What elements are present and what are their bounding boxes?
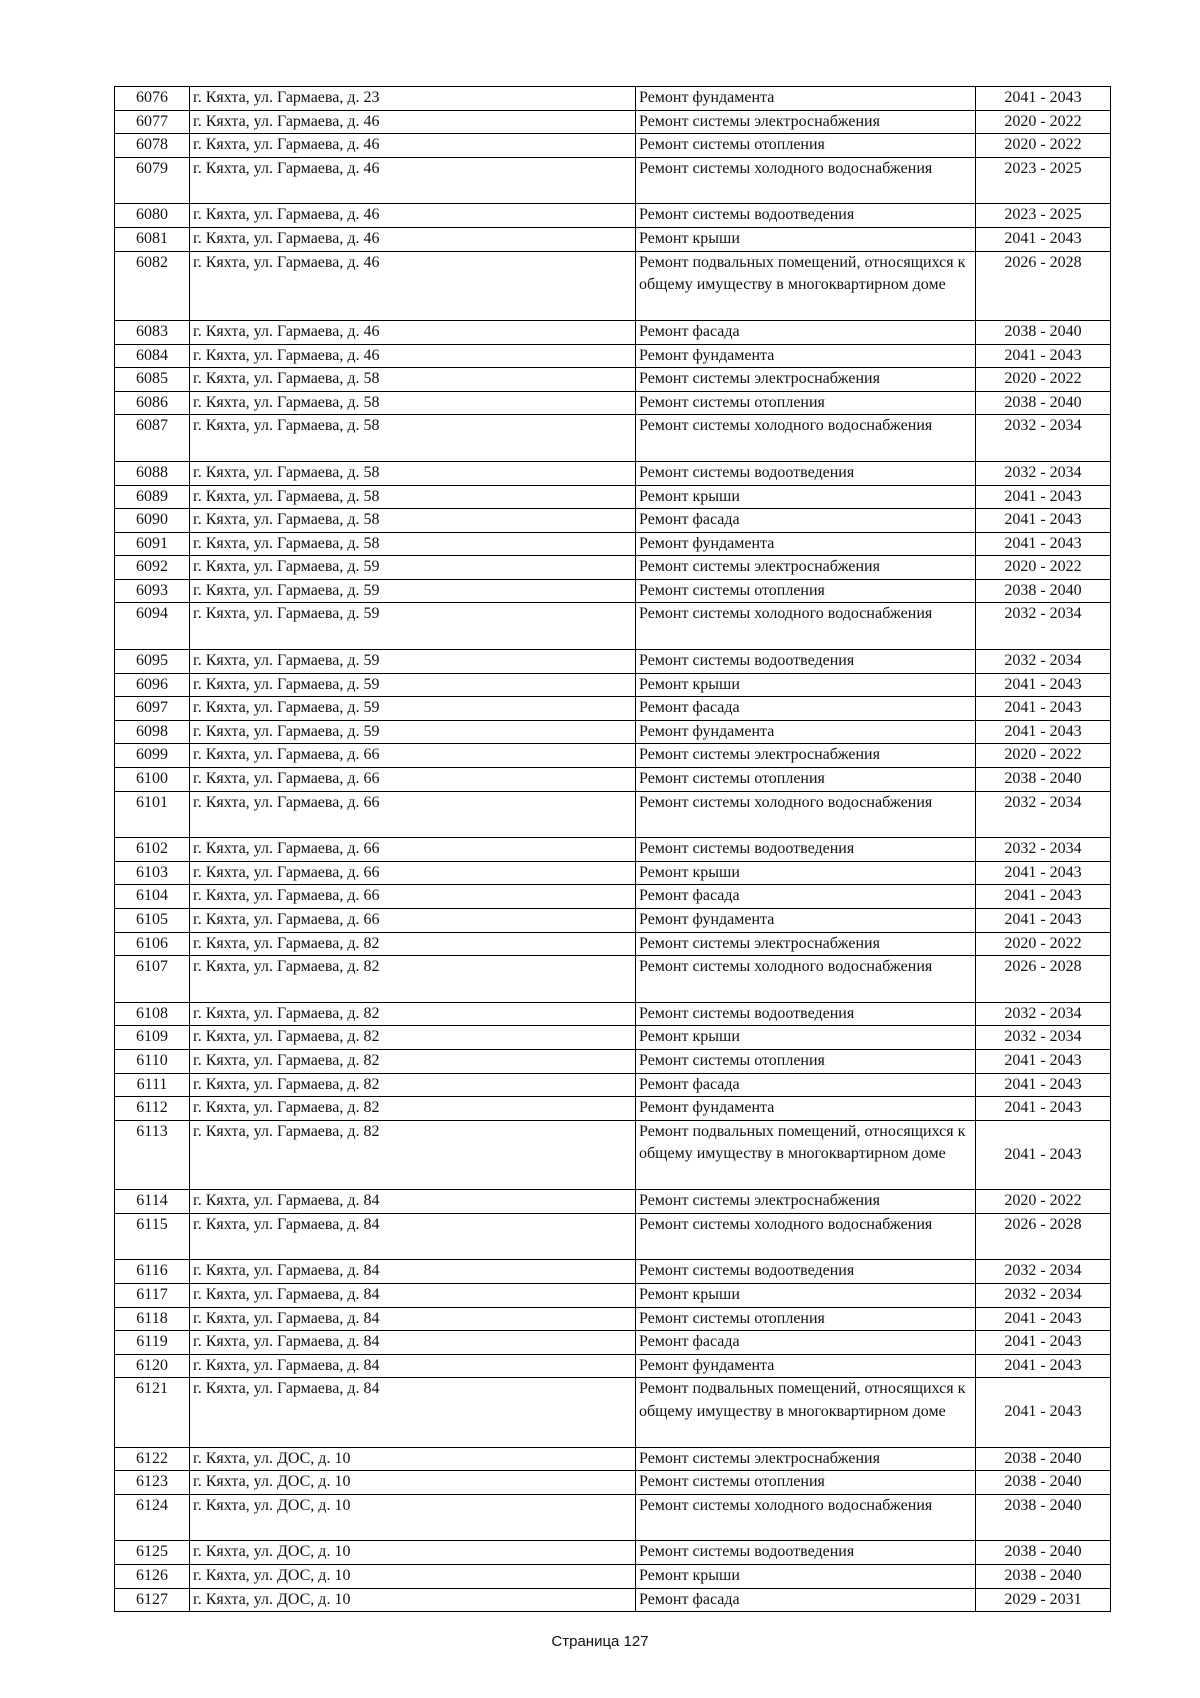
period-cell: 2029 - 2031 — [976, 1588, 1111, 1612]
work-type-cell: Ремонт системы электроснабжения — [636, 744, 976, 768]
table-row — [115, 1120, 1111, 1189]
address-cell: г. Кяхта, ул. Гармаева, д. 82 — [190, 956, 636, 1003]
table-row — [115, 87, 1111, 111]
period-cell: 2041 - 2043 — [976, 909, 1111, 933]
address-cell: г. Кяхта, ул. ДОС, д. 10 — [190, 1588, 636, 1612]
address-cell: г. Кяхта, ул. Гармаева, д. 46 — [190, 227, 636, 251]
period-cell: 2041 - 2043 — [976, 532, 1111, 556]
table-row — [115, 1541, 1111, 1565]
row-number-cell: 6097 — [115, 697, 190, 721]
period-cell: 2026 - 2028 — [976, 251, 1111, 320]
table-row — [115, 532, 1111, 556]
period-cell: 2041 - 2043 — [976, 1354, 1111, 1378]
table-row — [115, 391, 1111, 415]
address-cell: г. Кяхта, ул. Гармаева, д. 59 — [190, 650, 636, 674]
row-number-cell: 6093 — [115, 579, 190, 603]
table-row — [115, 1026, 1111, 1050]
period-cell: 2020 - 2022 — [976, 110, 1111, 134]
work-type-cell: Ремонт системы водоотведения — [636, 204, 976, 228]
row-number-cell: 6079 — [115, 157, 190, 204]
row-number-cell: 6094 — [115, 603, 190, 650]
period-cell: 2038 - 2040 — [976, 768, 1111, 792]
table-row — [115, 1354, 1111, 1378]
period-cell: 2038 - 2040 — [976, 1447, 1111, 1471]
period-cell: 2032 - 2034 — [976, 415, 1111, 462]
work-type-cell: Ремонт системы электроснабжения — [636, 1447, 976, 1471]
table-row — [115, 697, 1111, 721]
address-cell: г. Кяхта, ул. Гармаева, д. 82 — [190, 1049, 636, 1073]
row-number-cell: 6101 — [115, 791, 190, 838]
table-row — [115, 485, 1111, 509]
row-number-cell: 6104 — [115, 885, 190, 909]
address-cell: г. Кяхта, ул. Гармаева, д. 84 — [190, 1331, 636, 1355]
work-type-cell: Ремонт системы отопления — [636, 391, 976, 415]
address-cell: г. Кяхта, ул. Гармаева, д. 84 — [190, 1307, 636, 1331]
address-cell: г. Кяхта, ул. Гармаева, д. 82 — [190, 1002, 636, 1026]
table-row — [115, 368, 1111, 392]
period-cell: 2041 - 2043 — [976, 509, 1111, 533]
period-cell: 2032 - 2034 — [976, 1283, 1111, 1307]
row-number-cell: 6088 — [115, 461, 190, 485]
table-row — [115, 320, 1111, 344]
work-type-cell: Ремонт фасада — [636, 885, 976, 909]
work-type-cell: Ремонт фундамента — [636, 1354, 976, 1378]
table-row — [115, 110, 1111, 134]
period-cell: 2041 - 2043 — [976, 673, 1111, 697]
table-row — [115, 909, 1111, 933]
table-body — [115, 87, 1111, 1612]
period-cell: 2038 - 2040 — [976, 1494, 1111, 1541]
period-cell: 2041 - 2043 — [976, 1307, 1111, 1331]
work-type-cell: Ремонт подвальных помещений, относящихся к общему имуществу в многоквартирном доме — [636, 1120, 976, 1189]
table-row — [115, 1494, 1111, 1541]
address-cell: г. Кяхта, ул. Гармаева, д. 58 — [190, 485, 636, 509]
address-cell: г. Кяхта, ул. Гармаева, д. 66 — [190, 768, 636, 792]
work-type-cell: Ремонт системы электроснабжения — [636, 368, 976, 392]
period-cell: 2026 - 2028 — [976, 956, 1111, 1003]
table-row — [115, 1260, 1111, 1284]
table-row — [115, 673, 1111, 697]
row-number-cell: 6089 — [115, 485, 190, 509]
address-cell: г. Кяхта, ул. Гармаева, д. 59 — [190, 579, 636, 603]
table-row — [115, 227, 1111, 251]
table-row — [115, 1378, 1111, 1447]
address-cell: г. Кяхта, ул. ДОС, д. 10 — [190, 1447, 636, 1471]
row-number-cell: 6118 — [115, 1307, 190, 1331]
row-number-cell: 6087 — [115, 415, 190, 462]
table-row — [115, 1307, 1111, 1331]
period-cell: 2032 - 2034 — [976, 461, 1111, 485]
row-number-cell: 6117 — [115, 1283, 190, 1307]
work-type-cell: Ремонт фасада — [636, 1588, 976, 1612]
work-type-cell: Ремонт фасада — [636, 697, 976, 721]
address-cell: г. Кяхта, ул. Гармаева, д. 46 — [190, 157, 636, 204]
address-cell: г. Кяхта, ул. Гармаева, д. 84 — [190, 1213, 636, 1260]
row-number-cell: 6125 — [115, 1541, 190, 1565]
work-type-cell: Ремонт системы отопления — [636, 1049, 976, 1073]
period-cell: 2032 - 2034 — [976, 838, 1111, 862]
table-row — [115, 134, 1111, 158]
address-cell: г. Кяхта, ул. Гармаева, д. 58 — [190, 368, 636, 392]
table-row — [115, 1471, 1111, 1495]
row-number-cell: 6100 — [115, 768, 190, 792]
row-number-cell: 6092 — [115, 556, 190, 580]
table-row — [115, 768, 1111, 792]
row-number-cell: 6108 — [115, 1002, 190, 1026]
address-cell: г. Кяхта, ул. Гармаева, д. 82 — [190, 1073, 636, 1097]
period-cell: 2041 - 2043 — [976, 1097, 1111, 1121]
address-cell: г. Кяхта, ул. Гармаева, д. 84 — [190, 1260, 636, 1284]
period-cell: 2038 - 2040 — [976, 1565, 1111, 1589]
period-cell: 2041 - 2043 — [976, 720, 1111, 744]
address-cell: г. Кяхта, ул. ДОС, д. 10 — [190, 1565, 636, 1589]
period-cell: 2041 - 2043 — [976, 227, 1111, 251]
period-cell: 2020 - 2022 — [976, 1190, 1111, 1214]
period-cell: 2032 - 2034 — [976, 1002, 1111, 1026]
period-cell: 2020 - 2022 — [976, 134, 1111, 158]
work-type-cell: Ремонт системы холодного водоснабжения — [636, 415, 976, 462]
work-type-cell: Ремонт системы водоотведения — [636, 1002, 976, 1026]
work-type-cell: Ремонт системы отопления — [636, 1307, 976, 1331]
work-type-cell: Ремонт системы электроснабжения — [636, 556, 976, 580]
address-cell: г. Кяхта, ул. Гармаева, д. 84 — [190, 1190, 636, 1214]
work-type-cell: Ремонт системы отопления — [636, 768, 976, 792]
table-row — [115, 461, 1111, 485]
address-cell: г. Кяхта, ул. Гармаева, д. 46 — [190, 344, 636, 368]
row-number-cell: 6122 — [115, 1447, 190, 1471]
work-type-cell: Ремонт фундамента — [636, 909, 976, 933]
address-cell: г. Кяхта, ул. Гармаева, д. 82 — [190, 1120, 636, 1189]
table-row — [115, 1331, 1111, 1355]
work-type-cell: Ремонт системы холодного водоснабжения — [636, 157, 976, 204]
address-cell: г. Кяхта, ул. Гармаева, д. 66 — [190, 838, 636, 862]
period-cell: 2020 - 2022 — [976, 744, 1111, 768]
work-type-cell: Ремонт крыши — [636, 861, 976, 885]
row-number-cell: 6116 — [115, 1260, 190, 1284]
row-number-cell: 6080 — [115, 204, 190, 228]
work-type-cell: Ремонт системы отопления — [636, 1471, 976, 1495]
row-number-cell: 6106 — [115, 932, 190, 956]
period-cell: 2023 - 2025 — [976, 204, 1111, 228]
address-cell: г. Кяхта, ул. ДОС, д. 10 — [190, 1494, 636, 1541]
table-row — [115, 885, 1111, 909]
period-cell: 2023 - 2025 — [976, 157, 1111, 204]
row-number-cell: 6107 — [115, 956, 190, 1003]
address-cell: г. Кяхта, ул. Гармаева, д. 46 — [190, 110, 636, 134]
table-row — [115, 744, 1111, 768]
row-number-cell: 6078 — [115, 134, 190, 158]
work-type-cell: Ремонт системы электроснабжения — [636, 110, 976, 134]
row-number-cell: 6126 — [115, 1565, 190, 1589]
work-type-cell: Ремонт подвальных помещений, относящихся к общему имуществу в многоквартирном доме — [636, 251, 976, 320]
row-number-cell: 6076 — [115, 87, 190, 111]
repair-schedule-table — [114, 86, 1111, 1612]
work-type-cell: Ремонт системы электроснабжения — [636, 932, 976, 956]
table-row — [115, 1565, 1111, 1589]
row-number-cell: 6102 — [115, 838, 190, 862]
table-row — [115, 1190, 1111, 1214]
table-row — [115, 956, 1111, 1003]
row-number-cell: 6115 — [115, 1213, 190, 1260]
address-cell: г. Кяхта, ул. Гармаева, д. 66 — [190, 861, 636, 885]
work-type-cell: Ремонт системы водоотведения — [636, 838, 976, 862]
address-cell: г. Кяхта, ул. Гармаева, д. 66 — [190, 885, 636, 909]
row-number-cell: 6091 — [115, 532, 190, 556]
row-number-cell: 6127 — [115, 1588, 190, 1612]
table-row — [115, 1447, 1111, 1471]
work-type-cell: Ремонт фасада — [636, 1073, 976, 1097]
row-number-cell: 6103 — [115, 861, 190, 885]
period-cell: 2020 - 2022 — [976, 932, 1111, 956]
work-type-cell: Ремонт фасада — [636, 509, 976, 533]
period-cell: 2032 - 2034 — [976, 1260, 1111, 1284]
period-cell: 2041 - 2043 — [976, 861, 1111, 885]
address-cell: г. Кяхта, ул. Гармаева, д. 58 — [190, 532, 636, 556]
period-cell: 2041 - 2043 — [976, 885, 1111, 909]
work-type-cell: Ремонт крыши — [636, 485, 976, 509]
address-cell: г. Кяхта, ул. Гармаева, д. 46 — [190, 251, 636, 320]
table-row — [115, 579, 1111, 603]
work-type-cell: Ремонт системы электроснабжения — [636, 1190, 976, 1214]
period-cell: 2041 - 2043 — [976, 87, 1111, 111]
period-cell: 2032 - 2034 — [976, 1026, 1111, 1050]
period-cell: 2038 - 2040 — [976, 579, 1111, 603]
work-type-cell: Ремонт системы водоотведения — [636, 1260, 976, 1284]
address-cell: г. Кяхта, ул. Гармаева, д. 59 — [190, 720, 636, 744]
table-row — [115, 1213, 1111, 1260]
period-cell: 2041 - 2043 — [976, 1378, 1111, 1447]
period-cell: 2026 - 2028 — [976, 1213, 1111, 1260]
address-cell: г. Кяхта, ул. Гармаева, д. 23 — [190, 87, 636, 111]
work-type-cell: Ремонт системы холодного водоснабжения — [636, 603, 976, 650]
row-number-cell: 6085 — [115, 368, 190, 392]
address-cell: г. Кяхта, ул. Гармаева, д. 46 — [190, 204, 636, 228]
row-number-cell: 6124 — [115, 1494, 190, 1541]
table-row — [115, 556, 1111, 580]
work-type-cell: Ремонт системы холодного водоснабжения — [636, 791, 976, 838]
row-number-cell: 6077 — [115, 110, 190, 134]
row-number-cell: 6109 — [115, 1026, 190, 1050]
table-row — [115, 204, 1111, 228]
table-row — [115, 932, 1111, 956]
work-type-cell: Ремонт фундамента — [636, 87, 976, 111]
work-type-cell: Ремонт системы холодного водоснабжения — [636, 1213, 976, 1260]
table-row — [115, 1588, 1111, 1612]
row-number-cell: 6081 — [115, 227, 190, 251]
row-number-cell: 6099 — [115, 744, 190, 768]
address-cell: г. Кяхта, ул. Гармаева, д. 59 — [190, 697, 636, 721]
table-row — [115, 1002, 1111, 1026]
work-type-cell: Ремонт фундамента — [636, 344, 976, 368]
table-row — [115, 861, 1111, 885]
address-cell: г. Кяхта, ул. Гармаева, д. 66 — [190, 909, 636, 933]
row-number-cell: 6090 — [115, 509, 190, 533]
table-row — [115, 1283, 1111, 1307]
row-number-cell: 6082 — [115, 251, 190, 320]
address-cell: г. Кяхта, ул. Гармаева, д. 58 — [190, 461, 636, 485]
work-type-cell: Ремонт крыши — [636, 1565, 976, 1589]
address-cell: г. Кяхта, ул. Гармаева, д. 58 — [190, 391, 636, 415]
address-cell: г. Кяхта, ул. Гармаева, д. 66 — [190, 744, 636, 768]
work-type-cell: Ремонт системы водоотведения — [636, 1541, 976, 1565]
table-row — [115, 791, 1111, 838]
period-cell: 2020 - 2022 — [976, 556, 1111, 580]
address-cell: г. Кяхта, ул. Гармаева, д. 59 — [190, 603, 636, 650]
period-cell: 2041 - 2043 — [976, 344, 1111, 368]
address-cell: г. Кяхта, ул. Гармаева, д. 82 — [190, 1097, 636, 1121]
table-row — [115, 650, 1111, 674]
row-number-cell: 6120 — [115, 1354, 190, 1378]
work-type-cell: Ремонт фундамента — [636, 720, 976, 744]
address-cell: г. Кяхта, ул. Гармаева, д. 84 — [190, 1354, 636, 1378]
table-row — [115, 720, 1111, 744]
work-type-cell: Ремонт фасада — [636, 1331, 976, 1355]
work-type-cell: Ремонт системы водоотведения — [636, 461, 976, 485]
table-row — [115, 157, 1111, 204]
table-row — [115, 344, 1111, 368]
work-type-cell: Ремонт подвальных помещений, относящихся к общему имуществу в многоквартирном доме — [636, 1378, 976, 1447]
period-cell: 2038 - 2040 — [976, 1541, 1111, 1565]
table-row — [115, 1073, 1111, 1097]
table-row — [115, 603, 1111, 650]
work-type-cell: Ремонт крыши — [636, 227, 976, 251]
period-cell: 2020 - 2022 — [976, 368, 1111, 392]
work-type-cell: Ремонт крыши — [636, 673, 976, 697]
period-cell: 2038 - 2040 — [976, 1471, 1111, 1495]
period-cell: 2041 - 2043 — [976, 1073, 1111, 1097]
row-number-cell: 6119 — [115, 1331, 190, 1355]
row-number-cell: 6084 — [115, 344, 190, 368]
address-cell: г. Кяхта, ул. Гармаева, д. 59 — [190, 556, 636, 580]
row-number-cell: 6098 — [115, 720, 190, 744]
table-row — [115, 1097, 1111, 1121]
work-type-cell: Ремонт фасада — [636, 320, 976, 344]
address-cell: г. Кяхта, ул. Гармаева, д. 66 — [190, 791, 636, 838]
period-cell: 2041 - 2043 — [976, 1331, 1111, 1355]
row-number-cell: 6086 — [115, 391, 190, 415]
address-cell: г. Кяхта, ул. Гармаева, д. 58 — [190, 509, 636, 533]
work-type-cell: Ремонт системы холодного водоснабжения — [636, 956, 976, 1003]
table-row — [115, 415, 1111, 462]
period-cell: 2041 - 2043 — [976, 697, 1111, 721]
period-cell: 2032 - 2034 — [976, 650, 1111, 674]
period-cell: 2032 - 2034 — [976, 603, 1111, 650]
work-type-cell: Ремонт фундамента — [636, 532, 976, 556]
row-number-cell: 6114 — [115, 1190, 190, 1214]
row-number-cell: 6112 — [115, 1097, 190, 1121]
period-cell: 2032 - 2034 — [976, 791, 1111, 838]
address-cell: г. Кяхта, ул. Гармаева, д. 46 — [190, 134, 636, 158]
address-cell: г. Кяхта, ул. ДОС, д. 10 — [190, 1541, 636, 1565]
address-cell: г. Кяхта, ул. ДОС, д. 10 — [190, 1471, 636, 1495]
address-cell: г. Кяхта, ул. Гармаева, д. 46 — [190, 320, 636, 344]
row-number-cell: 6121 — [115, 1378, 190, 1447]
work-type-cell: Ремонт крыши — [636, 1026, 976, 1050]
row-number-cell: 6110 — [115, 1049, 190, 1073]
row-number-cell: 6096 — [115, 673, 190, 697]
period-cell: 2041 - 2043 — [976, 485, 1111, 509]
period-cell: 2038 - 2040 — [976, 320, 1111, 344]
row-number-cell: 6111 — [115, 1073, 190, 1097]
period-cell: 2041 - 2043 — [976, 1049, 1111, 1073]
work-type-cell: Ремонт фундамента — [636, 1097, 976, 1121]
address-cell: г. Кяхта, ул. Гармаева, д. 59 — [190, 673, 636, 697]
address-cell: г. Кяхта, ул. Гармаева, д. 84 — [190, 1283, 636, 1307]
row-number-cell: 6095 — [115, 650, 190, 674]
row-number-cell: 6083 — [115, 320, 190, 344]
row-number-cell: 6123 — [115, 1471, 190, 1495]
work-type-cell: Ремонт крыши — [636, 1283, 976, 1307]
work-type-cell: Ремонт системы отопления — [636, 579, 976, 603]
row-number-cell: 6113 — [115, 1120, 190, 1189]
work-type-cell: Ремонт системы отопления — [636, 134, 976, 158]
address-cell: г. Кяхта, ул. Гармаева, д. 84 — [190, 1378, 636, 1447]
table-row — [115, 251, 1111, 320]
period-cell: 2038 - 2040 — [976, 391, 1111, 415]
address-cell: г. Кяхта, ул. Гармаева, д. 58 — [190, 415, 636, 462]
work-type-cell: Ремонт системы холодного водоснабжения — [636, 1494, 976, 1541]
period-cell: 2041 - 2043 — [976, 1120, 1111, 1189]
address-cell: г. Кяхта, ул. Гармаева, д. 82 — [190, 932, 636, 956]
table-row — [115, 838, 1111, 862]
page-number: Страница 127 — [551, 1633, 649, 1650]
row-number-cell: 6105 — [115, 909, 190, 933]
work-type-cell: Ремонт системы водоотведения — [636, 650, 976, 674]
address-cell: г. Кяхта, ул. Гармаева, д. 82 — [190, 1026, 636, 1050]
table-row — [115, 509, 1111, 533]
table-row — [115, 1049, 1111, 1073]
